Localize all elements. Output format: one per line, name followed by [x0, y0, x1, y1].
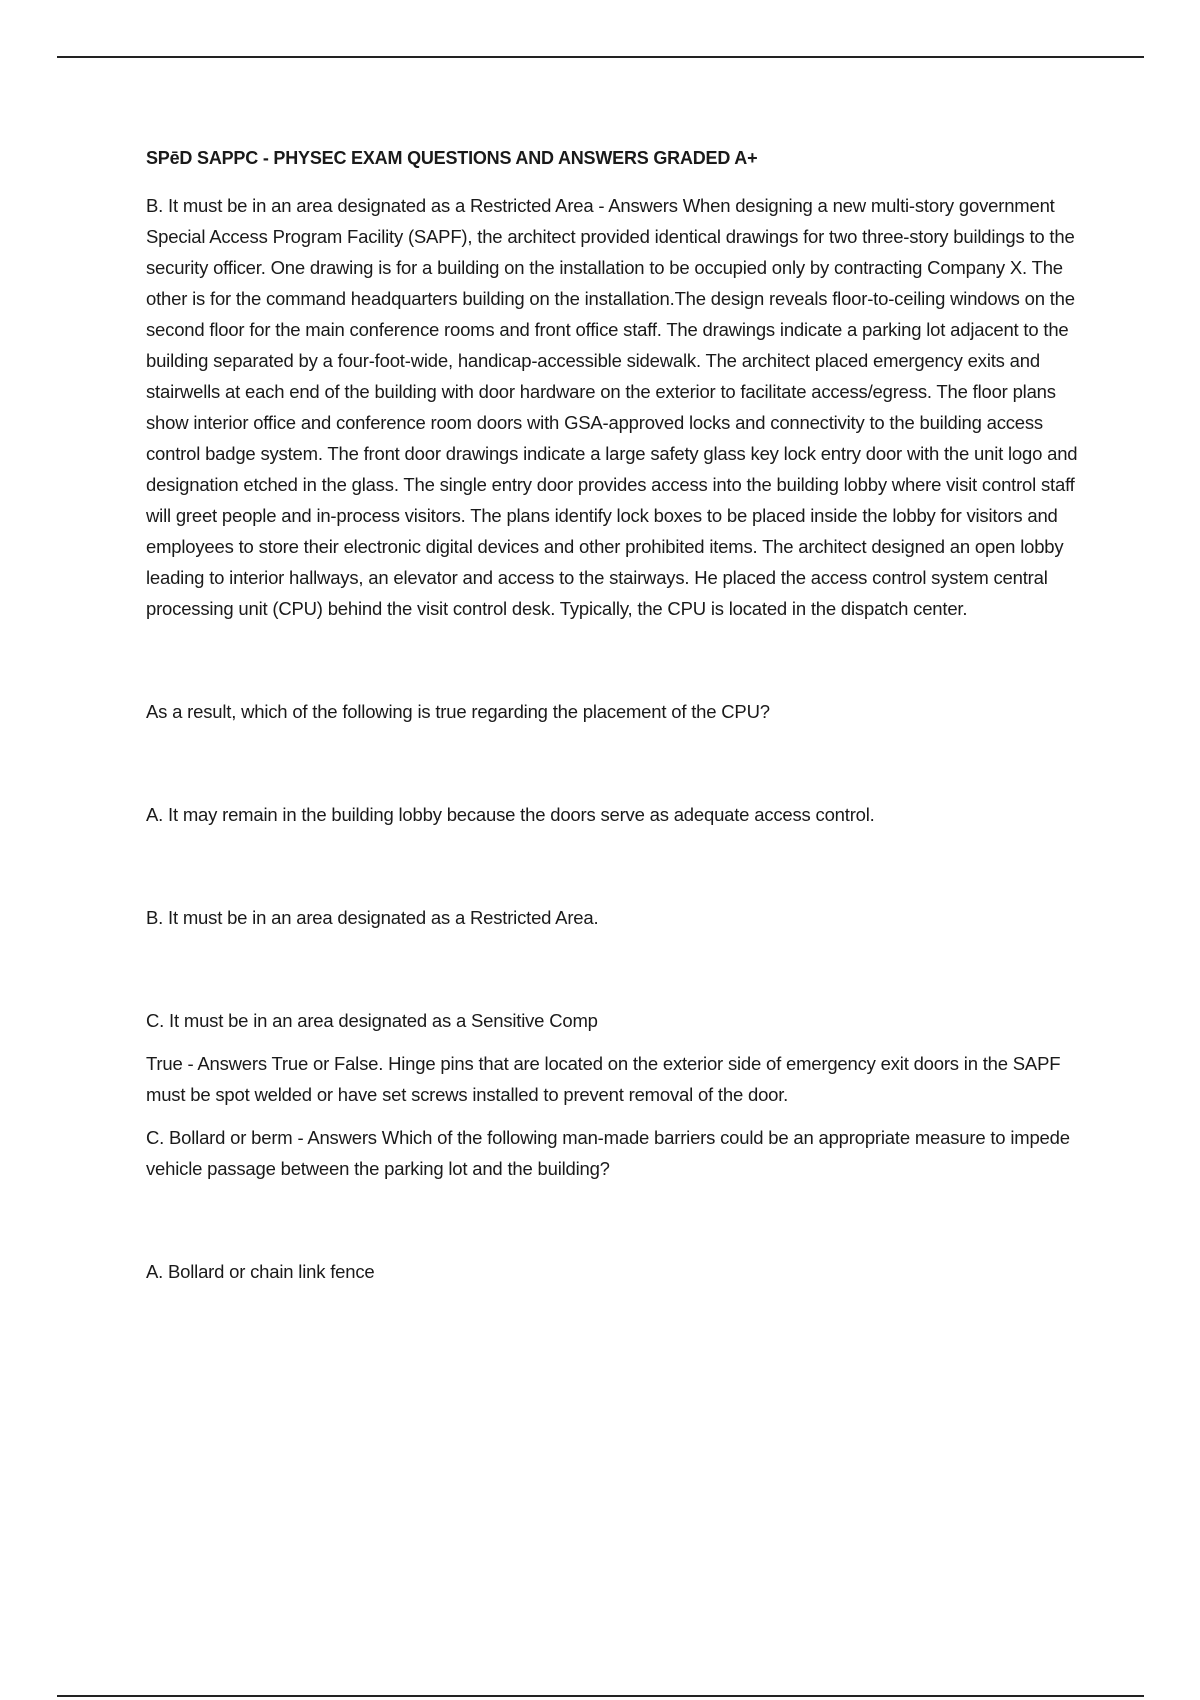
question-text: As a result, which of the following is true regarding the placement of the CPU?	[146, 701, 770, 722]
document-title: SPēD SAPPC - PHYSEC EXAM QUESTIONS AND ANSWERS GRADED A+	[146, 148, 758, 168]
answer-paragraph-barriers: C. Bollard or berm - Answers Which of the following man-made barriers could be an appropriate measure to impede vehicle passage between the parking lot and the building?	[146, 1127, 1070, 1179]
header-rule	[57, 56, 1144, 58]
document-body	[146, 146, 1096, 1287]
option-a: A. It may remain in the building lobby because the doors serve as adequate access control.	[146, 804, 875, 825]
option-a-barrier: A. Bollard or chain link fence	[146, 1261, 375, 1282]
option-b: B. It must be in an area designated as a Restricted Area.	[146, 907, 599, 928]
footer-rule	[57, 1695, 1144, 1697]
option-c: C. It must be in an area designated as a Sensitive Comp	[146, 1010, 598, 1031]
answer-paragraph-hinge-pins: True - Answers True or False. Hinge pins that are located on the exterior side of emergency exit doors in the SAPF must be spot welded or have set screws installed to prevent removal of the door.	[146, 1053, 1061, 1105]
answer-paragraph-cpu: B. It must be in an area designated as a Restricted Area - Answers When designing a new multi-story government Special Access Program Facility (SAPF), the architect provided identical drawings for two three-story buildings to the security officer. One drawing is for a building on the installation to be occupied only by contracting Company X. The other is for the command headquarters building on the installation.The design reveals floor-to-ceiling windows on the second floor for the main conference rooms and front office staff. The drawings indicate a parking lot adjacent to the building separated by a four-foot-wide, handicap-accessible sidewalk. The architect placed emergency exits and stairwells at each end of the building with door hardware on the exterior to facilitate access/egress. The floor plans show interior office and conference room doors with GSA-approved locks and connectivity to the building access control badge system. The front door drawings indicate a large safety glass key lock entry door with the unit logo and designation etched in the glass. The single entry door provides access into the building lobby where visit control staff will greet people and in-process visitors. The plans identify lock boxes to be placed inside the lobby for visitors and employees to store their electronic digital devices and other prohibited items. The architect designed an open lobby leading to interior hallways, an elevator and access to the stairways. He placed the access control system central processing unit (CPU) behind the visit control desk. Typically, the CPU is located in the dispatch center.	[146, 195, 1078, 619]
